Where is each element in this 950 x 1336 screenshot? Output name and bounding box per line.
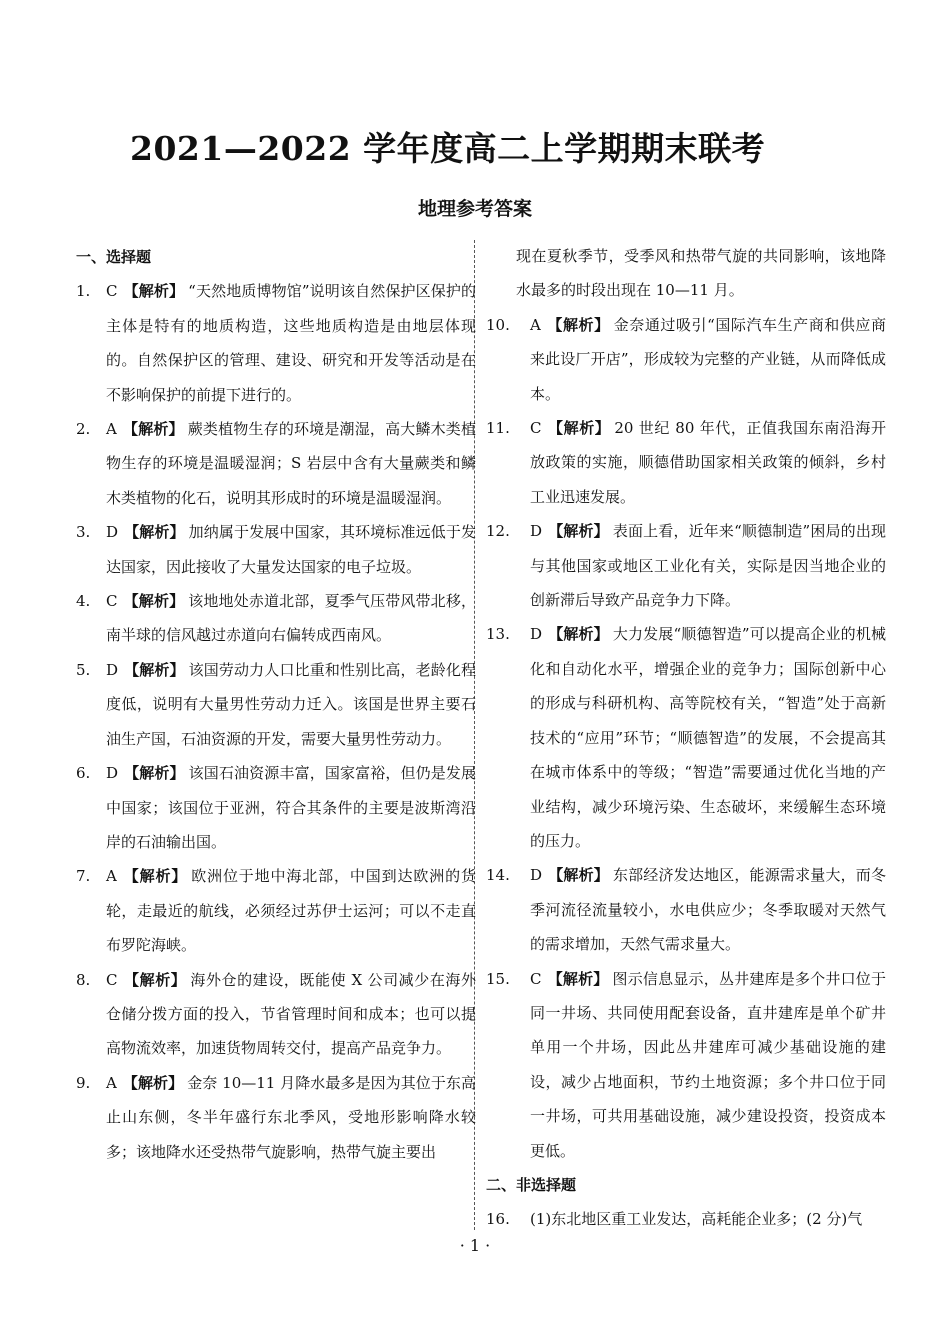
explanation-tag: 【解析】 — [547, 419, 611, 438]
answer-body — [530, 308, 886, 411]
answer-body — [530, 617, 886, 858]
explanation-text: 欧洲位于地中海北部，中国到达欧洲的货轮，走最近的航线，必须经过苏伊士运河；可以不走直布罗陀海峡。 — [106, 867, 476, 955]
answer-letter: A — [106, 1073, 117, 1092]
answer-body — [106, 584, 476, 653]
answer-item — [76, 274, 476, 412]
question-number: 16. — [486, 1210, 510, 1229]
answer-body — [106, 653, 476, 756]
question-number: 12. — [486, 522, 510, 541]
explanation-text: 金奈 10—11 月降水最多是因为其位于东高止山东侧，冬半年盛行东北季风，受地形影响降水较多；该地降水还受热带气旋影响，热带气旋主要出 — [106, 1073, 476, 1161]
answer-letter: C — [530, 419, 542, 438]
explanation-text: 金奈通过吸引“国际汽车生产商和供应商来此设厂开店”，形成较为完整的产业链，从而降低成本。 — [530, 315, 886, 403]
answer-item-16 — [486, 1202, 886, 1236]
answer-body — [106, 412, 476, 515]
explanation-tag: 【解析】 — [124, 764, 185, 783]
explanation-tag: 【解析】 — [548, 522, 609, 541]
answer-letter: C — [530, 969, 542, 988]
question-number: 6. — [76, 764, 91, 783]
answer-body — [530, 411, 886, 514]
explanation-tag: 【解析】 — [124, 660, 185, 679]
explanation-text: 东部经济发达地区，能源需求量大，而冬季河流径流量较小，水电供应少；冬季取暖对天然气的需求增加，天然气需求量大。 — [530, 866, 886, 954]
question-number: 15. — [486, 969, 510, 988]
answer-text: (1)东北地区重工业发达，高耗能企业多；(2 分)气 — [530, 1210, 863, 1229]
explanation-tag: 【解析】 — [547, 969, 609, 988]
explanation-tag: 【解析】 — [124, 523, 185, 542]
explanation-tag: 【解析】 — [123, 282, 185, 301]
answer-letter: D — [106, 523, 119, 542]
explanation-text: 表面上看，近年来“顺德制造”困局的出现与其他国家或地区工业化有关，实际是因当地企业的创新滞后导致产品竞争力下降。 — [530, 522, 886, 610]
answer-item — [486, 962, 886, 1168]
answer-body — [530, 514, 886, 617]
answer-item — [486, 617, 886, 858]
answer-item — [486, 411, 886, 514]
question-number: 13. — [486, 625, 510, 644]
explanation-text: 该地地处赤道北部，夏季气压带风带北移，南半球的信风越过赤道向右偏转成西南风。 — [106, 592, 476, 645]
left-column — [76, 240, 476, 1169]
explanation-tag: 【解析】 — [548, 625, 609, 644]
page-number: · 1 · — [459, 1236, 491, 1255]
explanation-tag: 【解析】 — [122, 867, 188, 886]
question-number: 10. — [486, 315, 510, 334]
question-number: 5. — [76, 660, 91, 679]
answer-letter: C — [106, 970, 118, 989]
answer-body — [106, 859, 476, 962]
answer-item — [486, 308, 886, 411]
answer-body — [106, 1066, 476, 1169]
answer-item — [76, 515, 476, 584]
explanation-text: 蕨类植物生存的环境是潮湿，高大鳞木类植物生存的环境是温暖湿润；S 岩层中含有大量蕨类和鳞木类植物的化石，说明其形成时的环境是温暖湿润。 — [106, 420, 476, 507]
answer-body — [106, 756, 476, 859]
explanation-text: 该国石油资源丰富，国家富裕，但仍是发展中国家；该国位于亚洲，符合其条件的主要是波斯湾沿岸的石油输出国。 — [106, 764, 476, 851]
answer-item — [76, 963, 476, 1066]
answer-letter: D — [106, 660, 119, 679]
answer-item — [486, 858, 886, 961]
answer-item — [76, 412, 476, 515]
question-number: 14. — [486, 866, 510, 885]
section-heading-nonchoice: 二、非选择题 — [486, 1175, 577, 1194]
question-number: 11. — [486, 419, 510, 438]
explanation-text: 该国劳动力人口比重和性别比高，老龄化程度低，说明有大量男性劳动力迁入。该国是世界主要石油生产国，石油资源的开发，需要大量男性劳动力。 — [106, 660, 476, 748]
answer-item — [76, 584, 476, 653]
explanation-tag: 【解析】 — [123, 592, 185, 611]
answer-letter: C — [106, 282, 118, 301]
answer-letter: A — [106, 867, 117, 886]
page-subtitle: 地理参考答案 — [417, 198, 532, 220]
continued-explanation — [486, 239, 886, 308]
question-number: 7. — [76, 867, 91, 886]
explanation-text: 图示信息显示，丛井建库是多个井口位于同一井场、共同使用配套设备，直井建库是单个矿井单用一个井场，因此丛井建库可减少基础设施的建设，减少占地面积，节约土地资源；多个井口位于同一井场，可共用基础设施，减少建设投资，投资成本更低。 — [530, 969, 886, 1160]
question-number: 2. — [76, 420, 91, 439]
explanation-tag: 【解析】 — [548, 866, 609, 885]
answer-letter: A — [530, 315, 541, 334]
answer-item — [76, 653, 476, 756]
explanation-tag: 【解析】 — [122, 1073, 184, 1092]
answer-item — [76, 859, 476, 962]
page-title: 2021—2022 学年度高二上学期期末联考 — [130, 129, 766, 168]
answer-letter: D — [530, 866, 543, 885]
answer-item — [76, 1066, 476, 1169]
question-number: 4. — [76, 592, 91, 611]
answer-letter: A — [106, 420, 117, 439]
answer-body — [530, 962, 886, 1168]
answer-letter: D — [530, 522, 543, 541]
item-9-continuation: 现在夏秋季节，受季风和热带气旋的共同影响，该地降水最多的时段出现在 10—11 月。 — [516, 247, 886, 300]
explanation-tag: 【解析】 — [122, 420, 184, 439]
answer-item — [76, 756, 476, 859]
answer-body — [106, 515, 476, 584]
answer-body — [530, 858, 886, 961]
explanation-text: 海外仓的建设，既能使 X 公司减少在海外仓储分拨方面的投入，节省管理时间和成本；也可以提高物流效率，加速货物周转交付，提高产品竞争力。 — [106, 970, 476, 1058]
answer-letter: C — [106, 592, 118, 611]
explanation-text: 20 世纪 80 年代，正值我国东南沿海开放政策的实施，顺德借助国家相关政策的倾斜，乡村工业迅速发展。 — [530, 419, 886, 506]
explanation-text: 加纳属于发展中国家，其环境标准远低于发达国家，因此接收了大量发达国家的电子垃圾。 — [106, 523, 476, 576]
question-number: 8. — [76, 970, 91, 989]
answer-letter: D — [530, 625, 543, 644]
question-number: 3. — [76, 523, 91, 542]
explanation-tag: 【解析】 — [123, 970, 187, 989]
answer-body — [106, 274, 476, 412]
explanation-tag: 【解析】 — [546, 315, 610, 334]
explanation-text: “天然地质博物馆”说明该自然保护区保护的主体是特有的地质构造，这些地质构造是由地层体现的。自然保护区的管理、建设、研究和开发等活动是在不影响保护的前提下进行的。 — [106, 282, 476, 404]
answer-body — [106, 963, 476, 1066]
answer-item — [486, 514, 886, 617]
answer-letter: D — [106, 764, 119, 783]
question-number: 1. — [76, 282, 91, 301]
right-column — [486, 239, 886, 1237]
explanation-text: 大力发展“顺德智造”可以提高企业的机械化和自动化水平，增强企业的竞争力；国际创新中心的形成与科研机构、高等院校有关，“智造”处于高新技术的“应用”环节；“顺德智造”的发展，不会提高其在城市体系中的等级；“智造”需要通过优化当地的产业结构，减少环境污染、生态破坏，来缓解生态环境的压力。 — [530, 625, 886, 850]
question-number: 9. — [76, 1073, 91, 1092]
section-heading-choice: 一、选择题 — [76, 248, 152, 266]
